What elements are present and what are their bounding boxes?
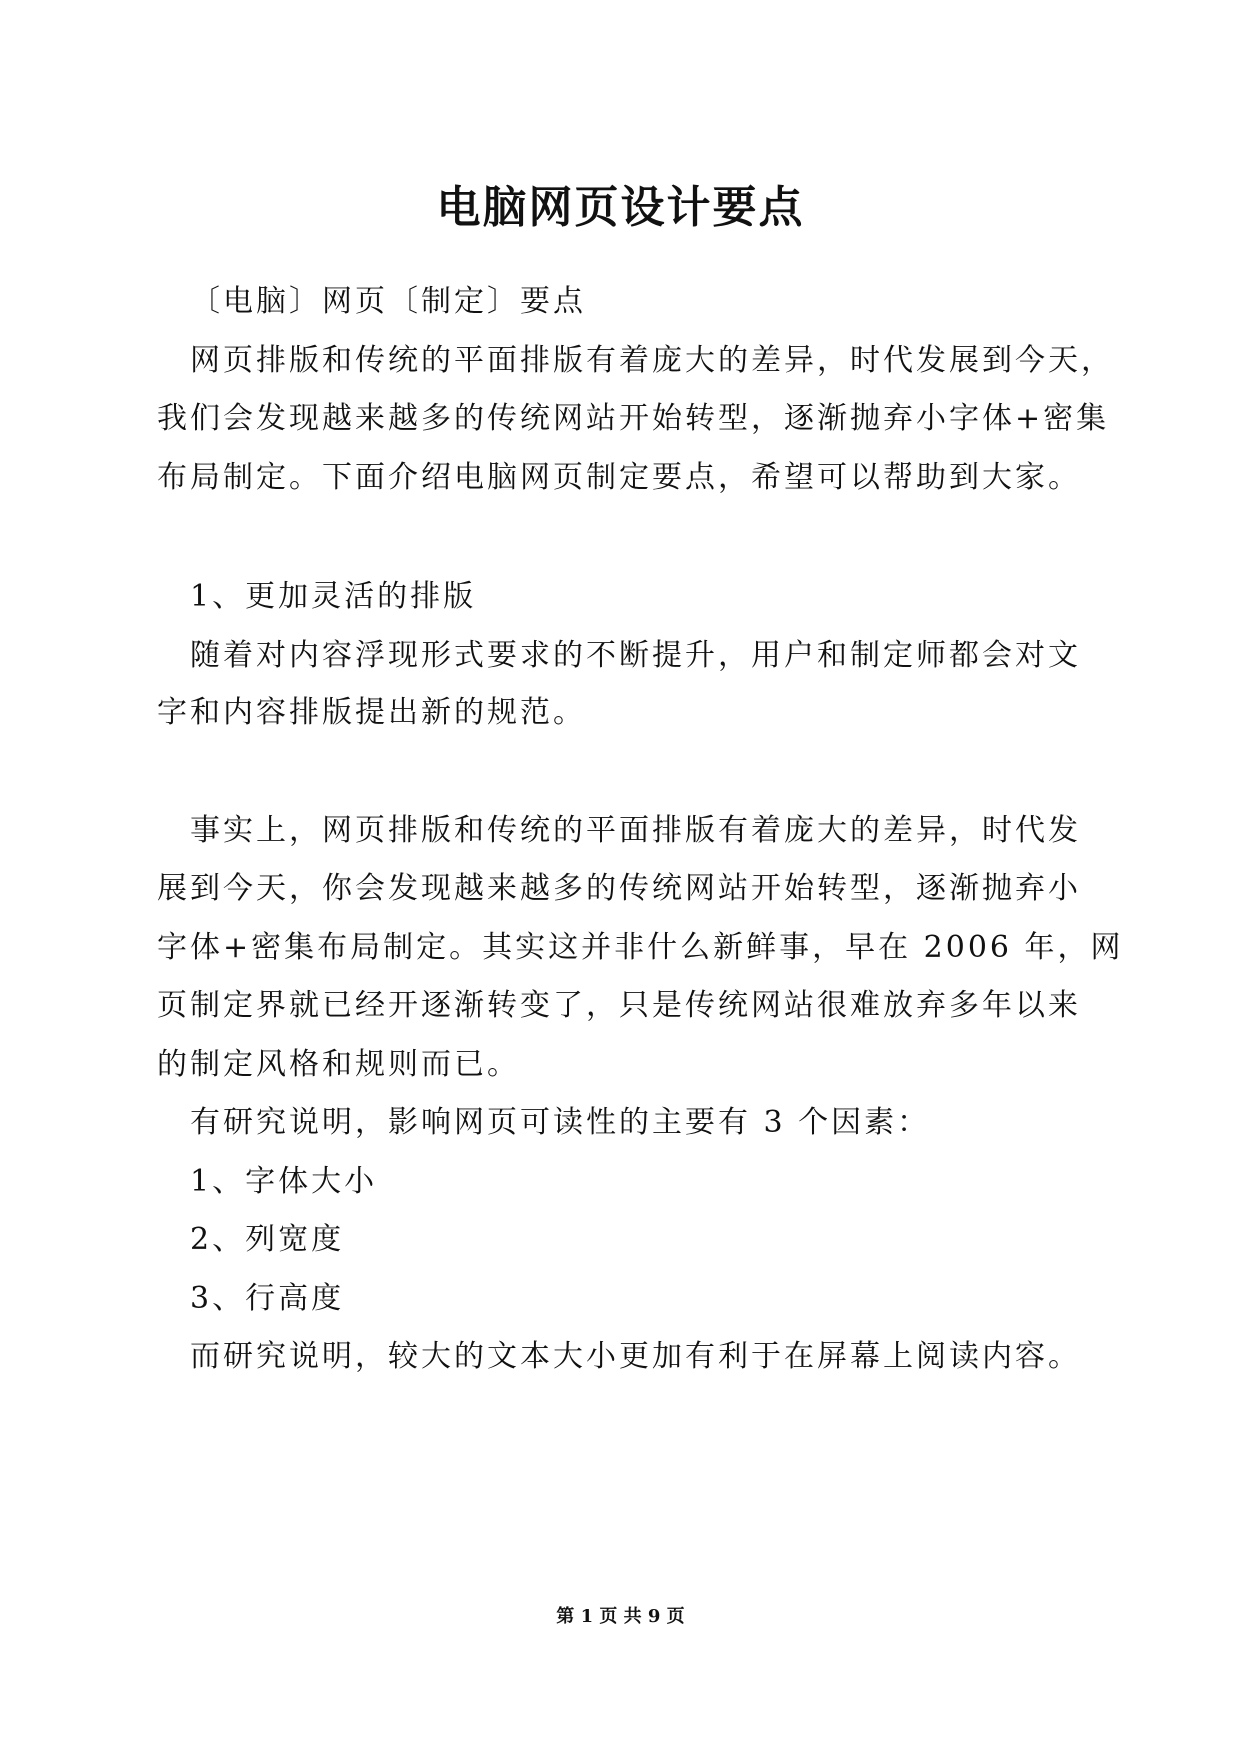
paragraph-5: 而研究说明，较大的文本大小更加有利于在屏幕上阅读内容。	[190, 1339, 1081, 1374]
paragraph-1-line-2: 我们会发现越来越多的传统网站开始转型，逐渐抛弃小字体+密集	[157, 401, 1110, 436]
paragraph-1-line-3: 布局制定。下面介绍电脑网页制定要点，希望可以帮助到大家。	[157, 460, 1081, 495]
factor-item-1: 1、字体大小	[190, 1164, 378, 1199]
factor-item-3: 3、行高度	[190, 1281, 345, 1316]
paragraph-3-line-2: 展到今天，你会发现越来越多的传统网站开始转型，逐渐抛弃小	[157, 871, 1081, 906]
paragraph-1-line-1: 网页排版和传统的平面排版有着庞大的差异，时代发展到今天，	[190, 343, 1114, 378]
paragraph-3-line-4: 页制定界就已经开逐渐转变了，只是传统网站很难放弃多年以来	[157, 988, 1081, 1023]
section-1-heading: 1、更加灵活的排版	[190, 579, 477, 614]
paragraph-3-line-5: 的制定风格和规则而已。	[157, 1047, 520, 1082]
page-number-footer: 第 1 页 共 9 页	[556, 1606, 685, 1627]
paragraph-2-line-2: 字和内容排版提出新的规范。	[157, 695, 586, 730]
paragraph-3-line-3: 字体+密集布局制定。其实这并非什么新鲜事，早在 2006 年，网	[157, 930, 1124, 965]
paragraph-4: 有研究说明，影响网页可读性的主要有 3 个因素：	[190, 1105, 931, 1140]
paragraph-2-line-1: 随着对内容浮现形式要求的不断提升，用户和制定师都会对文	[190, 638, 1081, 673]
factor-item-2: 2、列宽度	[190, 1222, 345, 1257]
document-title: 电脑网页设计要点	[436, 182, 805, 233]
document-subtitle: 〔电脑〕网页〔制定〕要点	[190, 284, 586, 319]
paragraph-3-line-1: 事实上，网页排版和传统的平面排版有着庞大的差异，时代发	[190, 813, 1081, 848]
